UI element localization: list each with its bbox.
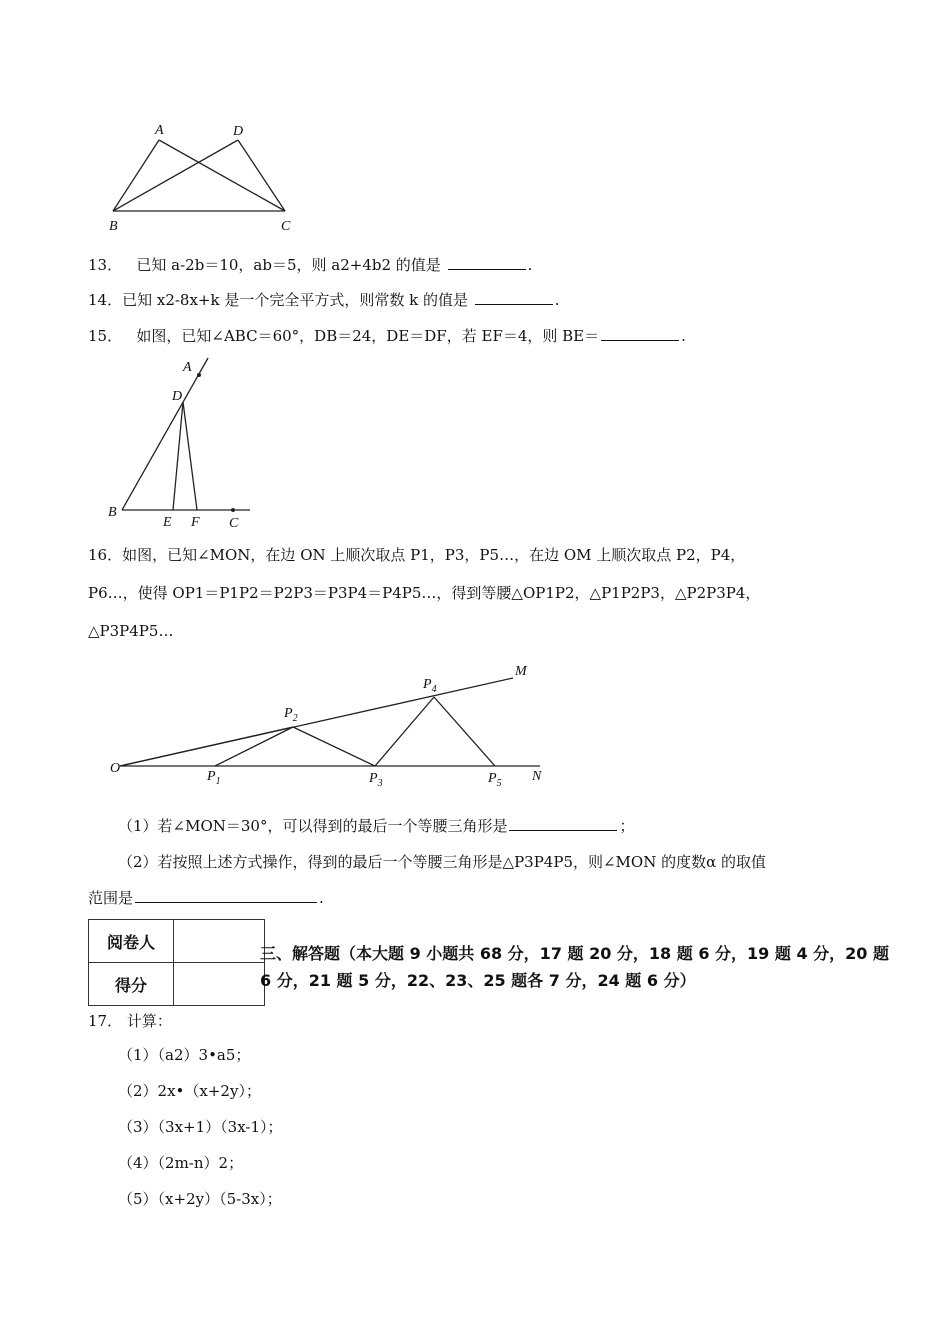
question-17-item-1: （1）（a2）3•a5； [118,1046,251,1064]
answer-blank[interactable] [135,888,317,903]
answer-blank[interactable] [475,290,553,305]
period: . [681,327,686,345]
question-text: 已知 x2-8x+k 是一个完全平方式，则常数 k 的值是 [122,291,468,309]
semicolon: ； [619,817,635,835]
label-b: B [108,505,117,520]
sub-question-text: （1）若∠MON＝30°，可以得到的最后一个等腰三角形是 [118,817,508,835]
period: . [319,889,324,907]
period: . [554,291,560,309]
question-16-line-2: P6…，使得 OP1＝P1P2＝P2P3＝P3P4＝P4P5…，得到等腰△OP1P2，△P1P2P3，△P2P3P4， [88,584,761,602]
question-16-sub-2: （2）若按照上述方式操作，得到的最后一个等腰三角形是△P3P4P5，则∠MON 的度数α 的取值 [118,853,767,871]
question-16-sub-2-cont [88,888,324,908]
label-o: O [110,761,121,776]
question-text: 如图，已知∠ABC＝60°，DB＝24，DE＝DF，若 EF＝4，则 BE＝ [136,327,600,345]
period: . [527,256,533,274]
section-3-heading: 三、解答题（本大题 9 小题共 68 分，17 题 20 分，18 题 6 分，19 题 4 分，20 题 6 分，21 题 5 分，22、23、25 题各 7 分，24 题 6 分） [260,944,889,990]
question-number: 13． [88,256,123,274]
label-n: N [532,769,542,784]
label-c: C [229,516,239,531]
label-f: F [191,515,200,530]
figure-angle-abc [100,352,260,534]
score-table [88,919,265,1006]
question-17-item-2: （2）2x•（x+2y）； [118,1082,261,1100]
label-m: M [515,664,527,679]
sub-question-text: 范围是 [88,889,134,907]
answer-blank[interactable] [509,816,617,831]
label-p1: $P_1$ [207,769,221,787]
score-label: 得分 [89,963,174,1006]
question-number: 15． [88,327,123,345]
reviewer-cell[interactable] [174,920,265,963]
label-e: E [163,515,172,530]
figure-triangles-abdc [100,118,300,238]
question-13 [88,255,532,275]
reviewer-label: 阅卷人 [89,920,174,963]
question-17-item-4: （4）（2m-n）2； [118,1154,244,1172]
question-text: 已知 a-2b＝10，ab＝5，则 a2+4b2 的值是 [136,256,441,274]
question-15 [88,326,686,346]
score-cell[interactable] [174,963,265,1006]
label-p4: $P_4$ [423,677,437,695]
figure-angle-mon [105,655,555,795]
label-p5: $P_5$ [488,771,502,789]
question-16-sub-1 [118,816,635,836]
question-16-line-3: △P3P4P5… [88,622,174,640]
question-17-head: 17． 计算： [88,1012,172,1030]
label-b: B [109,219,118,234]
question-number: 14． [88,291,123,309]
answer-blank[interactable] [601,326,679,341]
answer-blank[interactable] [448,255,526,270]
question-17-item-5: （5）（x+2y）（5-3x）； [118,1190,282,1208]
label-c: C [281,219,291,234]
label-a: A [183,360,192,375]
question-17-item-3: （3）（3x+1）（3x-1）； [118,1118,283,1136]
label-d: D [233,124,244,139]
label-d: D [172,389,183,404]
question-14 [88,290,560,310]
label-a: A [155,123,164,138]
label-p3: $P_3$ [369,771,383,789]
label-p2: $P_2$ [284,706,298,724]
question-16-line-1: 16．如图，已知∠MON，在边 ON 上顺次取点 P1，P3，P5…，在边 OM 上顺次取点 P2，P4， [88,546,746,564]
